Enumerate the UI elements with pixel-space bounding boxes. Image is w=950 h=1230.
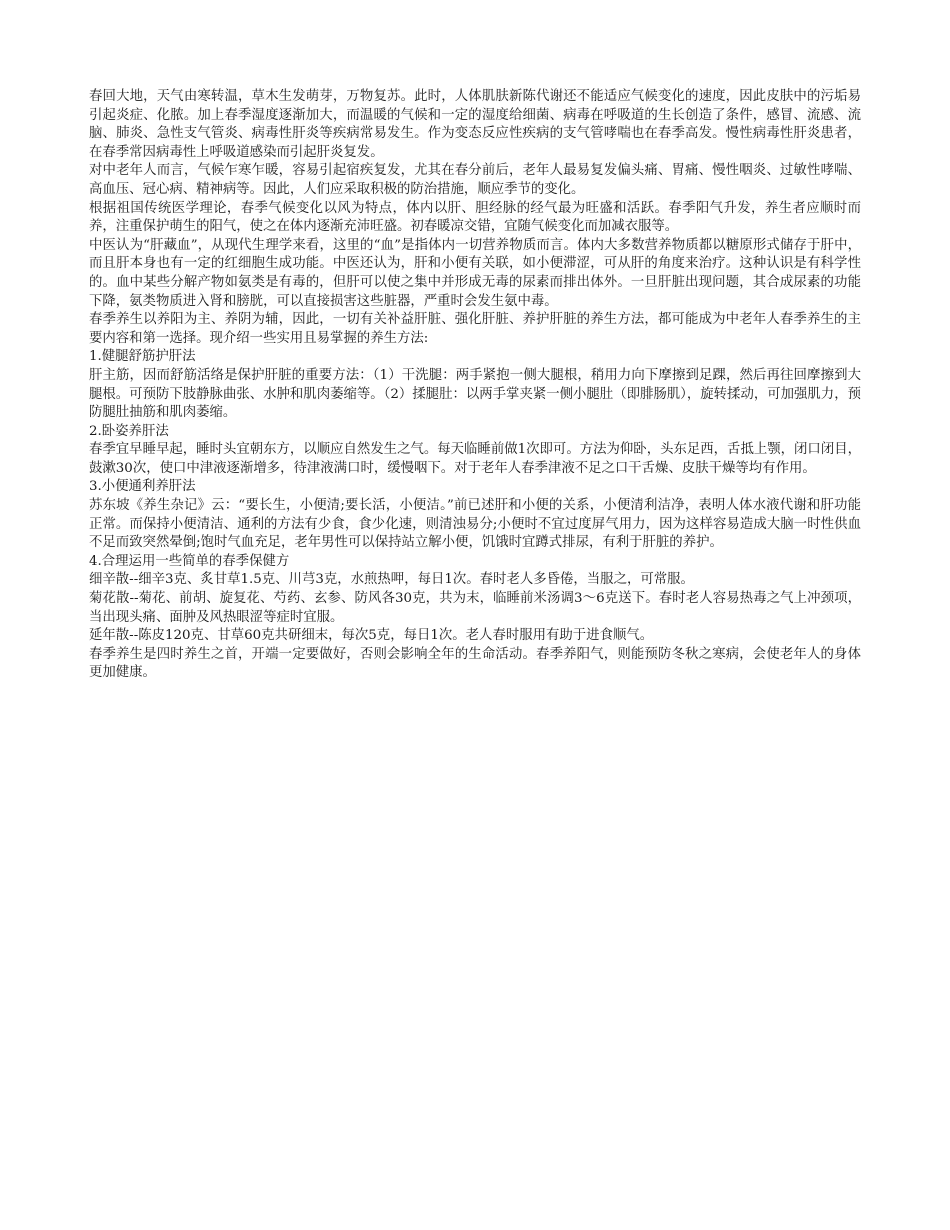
- paragraph-method-3: 苏东坡《养生杂记》云：“要长生，小便清;要长活，小便洁。”前已述肝和小便的关系，小便清利洁净，表明人体水液代谢和肝功能正常。而保持小便清洁、通利的方法有少食，食少化速，则清浊易分;小便时不宜过度屏气用力，因为这样容易造成大脑一时性供血不足而致突然晕倒;饱时气血充足，老年男性可以保持站立解小便，饥饿时宜蹲式排尿，有利于肝脏的养护。: [89, 498, 861, 551]
- section-heading-4: 4.合理运用一些简单的春季保健方: [89, 553, 290, 569]
- paragraph-conclusion: 春季养生是四时养生之首，开端一定要做好，否则会影响全年的生命活动。春季养阳气，则能预防冬秋之寒病，会使老年人的身体更加健康。: [89, 646, 861, 681]
- section-heading-3: 3.小便通利养肝法: [89, 479, 196, 495]
- article-body: [89, 88, 861, 683]
- paragraph-recipe-juhua: 菊花散--菊花、前胡、旋复花、芍药、玄参、防风各30克，共为末，临睡前米汤调3～6克送下。春时老人容易热毒之气上冲颈项，当出现头痛、面肿及风热眼涩等症时宜服。: [89, 591, 861, 625]
- paragraph-recipe-yannian: 延年散--陈皮120克、甘草60克共研细末，每次5克，每日1次。老人春时服用有助于进食顺气。: [89, 628, 654, 644]
- section-heading-2: 2.卧姿养肝法: [89, 423, 169, 439]
- paragraph-method-1: 肝主筋，因而舒筋活络是保护肝脏的重要方法：（1）干洗腿：两手紧抱一侧大腿根，稍用力向下摩擦到足踝，然后再往回摩擦到大腿根。可预防下肢静脉曲张、水肿和肌肉萎缩等。（2）揉腿肚：以两手掌夹紧一侧小腿肚（即腓肠肌），旋转揉动，可加强肌力，预防腿肚抽筋和肌肉萎缩。: [89, 367, 861, 421]
- paragraph-elderly: 对中老年人而言，气候乍寒乍暖，容易引起宿疾复发，尤其在春分前后，老年人最易复发偏头痛、胃痛、慢性咽炎、过敏性哮喘、高血压、冠心病、精神病等。因此，人们应采取积极的防治措施，顺应季节的变化。: [89, 163, 861, 197]
- section-heading-1: 1.健腿舒筋护肝法: [89, 349, 196, 365]
- paragraph-tcm-theory: 根据祖国传统医学理论，春季气候变化以风为特点，体内以肝、胆经脉的经气最为旺盛和活跃。春季阳气升发，养生者应顺时而养，注重保护萌生的阳气，使之在体内逐渐充沛旺盛。初春暖凉交错，宜随气候变化而加减衣服等。: [89, 200, 861, 235]
- paragraph-recipe-xixin: 细辛散--细辛3克、炙甘草1.5克、川芎3克，水煎热呷，每日1次。春时老人多昏倦，当服之，可常服。: [89, 572, 694, 588]
- paragraph-liver-blood: 中医认为“肝藏血”，从现代生理学来看，这里的“血”是指体内一切营养物质而言。体内大多数营养物质都以糖原形式储存于肝中，而且肝本身也有一定的红细胞生成功能。中医还认为，肝和小便有关联，如小便滞涩，可从肝的角度来治疗。这种认识是有科学性的。血中某些分解产物如氨类是有毒的，但肝可以使之集中并形成无毒的尿素而排出体外。一旦肝脏出现问题，其合成尿素的功能下降，氨类物质进入肾和膀胱，可以直接损害这些脏器，严重时会发生氨中毒。: [89, 237, 861, 309]
- paragraph-methods-intro: 春季养生以养阳为主、养阴为辅，因此，一切有关补益肝脏、强化肝脏、养护肝脏的养生方法，都可能成为中老年人春季养生的主要内容和第一选择。现介绍一些实用且易掌握的养生方法:: [89, 312, 861, 346]
- paragraph-method-2: 春季宜早睡早起，睡时头宜朝东方，以顺应自然发生之气。每天临睡前做1次即可。方法为仰卧，头东足西，舌抵上颚，闭口闭目，鼓漱30次，使口中津液逐渐增多，待津液满口时，缓慢咽下。对于老年人春季津液不足之口干舌燥、皮肤干燥等均有作用。: [89, 442, 861, 476]
- paragraph-intro: 春回大地，天气由寒转温，草木生发萌芽，万物复苏。此时，人体肌肤新陈代谢还不能适应气候变化的速度，因此皮肤中的污垢易引起炎症、化脓。加上春季湿度逐渐加大，而温暖的气候和一定的湿度给细菌、病毒在呼吸道的生长创造了条件，感冒、流感、流脑、肺炎、急性支气管炎、病毒性肝炎等疾病常易发生。作为变态反应性疾病的支气管哮喘也在春季高发。慢性病毒性肝炎患者，在春季常因病毒性上呼吸道感染而引起肝炎复发。: [89, 89, 861, 160]
